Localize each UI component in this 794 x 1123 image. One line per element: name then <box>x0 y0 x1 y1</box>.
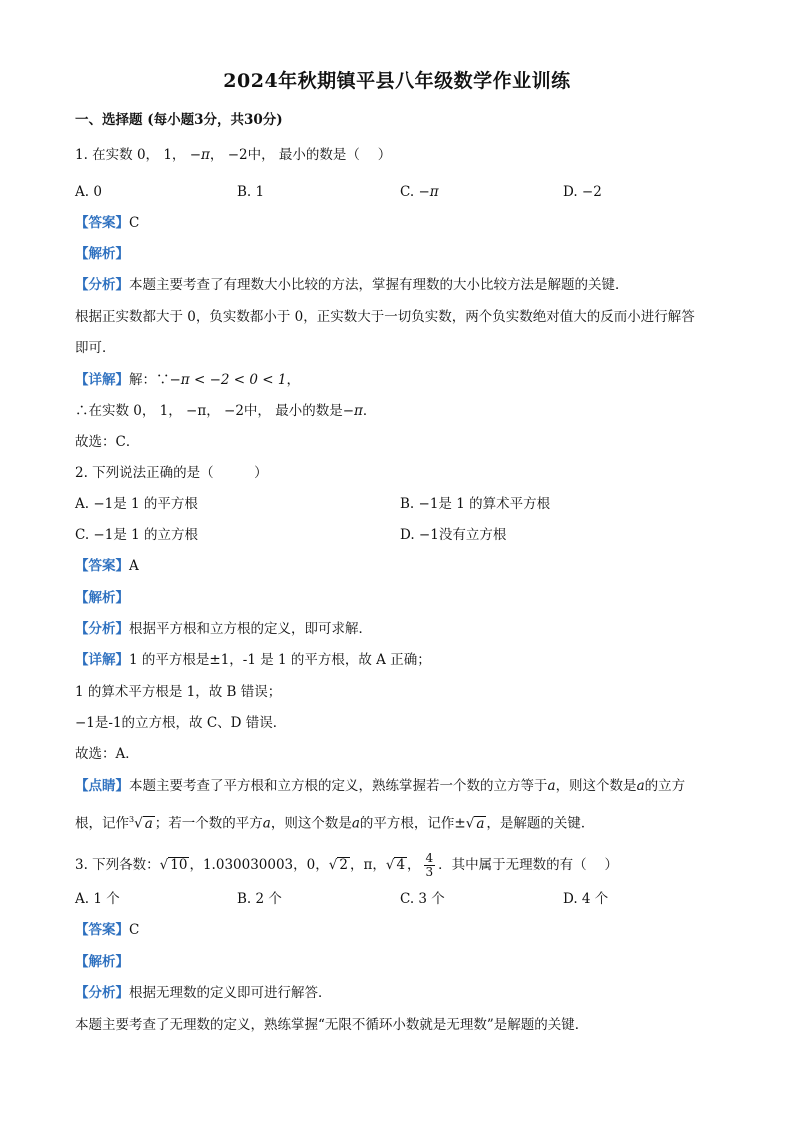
q3-fraction: $\frac{4}{3}$ <box>425 851 434 879</box>
q2-option-d[interactable]: D. −1没有立方根 <box>400 527 507 543</box>
q1-explain-line1: 根据正实数都大于 0，负实数都小于 0，正实数大于一切负实数，两个负实数绝对值大的反而小进行解答 <box>75 309 695 325</box>
q1-stem: 1. 在实数 0， 1， −π， −2中， 最小的数是（ ） <box>75 147 392 163</box>
section-heading: 一、选择题 (每小题3分，共30分) <box>75 112 283 128</box>
q3-summary: 本题主要考查了无理数的定义，熟练掌握“无限不循环小数就是无理数”是解题的关键． <box>75 1017 589 1033</box>
q3-stem: 3. 下列各数：√ 10 ，1.030030003，0，√ 2 ，π，√ 4 ， $\frac{4}{3}$ ．其中属于无理数的有（ ） <box>75 851 618 879</box>
q2-choose: 故选：A． <box>75 746 139 762</box>
q3-answer: 【答案】C <box>75 922 140 938</box>
q1-detail: 【详解】解：∵−π < −2 < 0 < 1， <box>75 372 300 388</box>
q2-dianjing: 【点睛】本题主要考查了平方根和立方根的定义，熟练掌握若一个数的立方等于a，则这个数是a的立方 <box>75 778 686 794</box>
q1-option-c[interactable]: C. −π <box>400 184 439 200</box>
q1-answer: 【答案】C <box>75 215 140 231</box>
q1-fenxi: 【分析】本题主要考查了有理数大小比较的方法，掌握有理数的大小比较方法是解题的关键． <box>75 277 629 293</box>
q2-fenxi: 【分析】根据平方根和立方根的定义，即可求解． <box>75 621 372 637</box>
q2-answer: 【答案】A <box>75 558 139 574</box>
q2-detail-line2: 1 的算术平方根是 1，故 B 错误； <box>75 684 282 700</box>
q1-choose: 故选：C． <box>75 434 140 450</box>
q2-option-c[interactable]: C. −1是 1 的立方根 <box>75 527 199 543</box>
q3-option-d[interactable]: D. 4 个 <box>563 891 609 907</box>
q3-option-a[interactable]: A. 1 个 <box>75 891 120 907</box>
q1-analysis-label: 【解析】 <box>75 246 129 262</box>
q1-conclusion: ∴在实数 0， 1， −π， −2中， 最小的数是−π． <box>75 403 377 419</box>
q2-option-a[interactable]: A. −1是 1 的平方根 <box>75 496 198 512</box>
q3-analysis-label: 【解析】 <box>75 954 129 970</box>
q2-detail: 【详解】1 的平方根是±1，-1 是 1 的平方根，故 A 正确； <box>75 652 431 668</box>
q2-analysis-label: 【解析】 <box>75 590 129 606</box>
q3-option-b[interactable]: B. 2 个 <box>237 891 282 907</box>
q1-option-a[interactable]: A. 0 <box>75 184 102 200</box>
q3-fenxi: 【分析】根据无理数的定义即可进行解答． <box>75 985 332 1001</box>
q3-option-c[interactable]: C. 3 个 <box>400 891 445 907</box>
q2-stem: 2. 下列说法正确的是（ ） <box>75 465 268 481</box>
q1-option-b[interactable]: B. 1 <box>237 184 265 200</box>
q2-option-b[interactable]: B. −1是 1 的算术平方根 <box>400 496 551 512</box>
q2-dianjing-line2: 根，记作$^3$√ a ；若一个数的平方a，则这个数是a的平方根，记作±√ a ，是解题的关键． <box>75 815 595 832</box>
q1-option-d[interactable]: D. −2 <box>563 184 602 200</box>
q1-explain-line2: 即可． <box>75 340 116 356</box>
q2-detail-line3: −1是-1的立方根，故 C、D 错误． <box>75 715 287 731</box>
document-title: 2024年秋期镇平县八年级数学作业训练 <box>223 70 571 92</box>
